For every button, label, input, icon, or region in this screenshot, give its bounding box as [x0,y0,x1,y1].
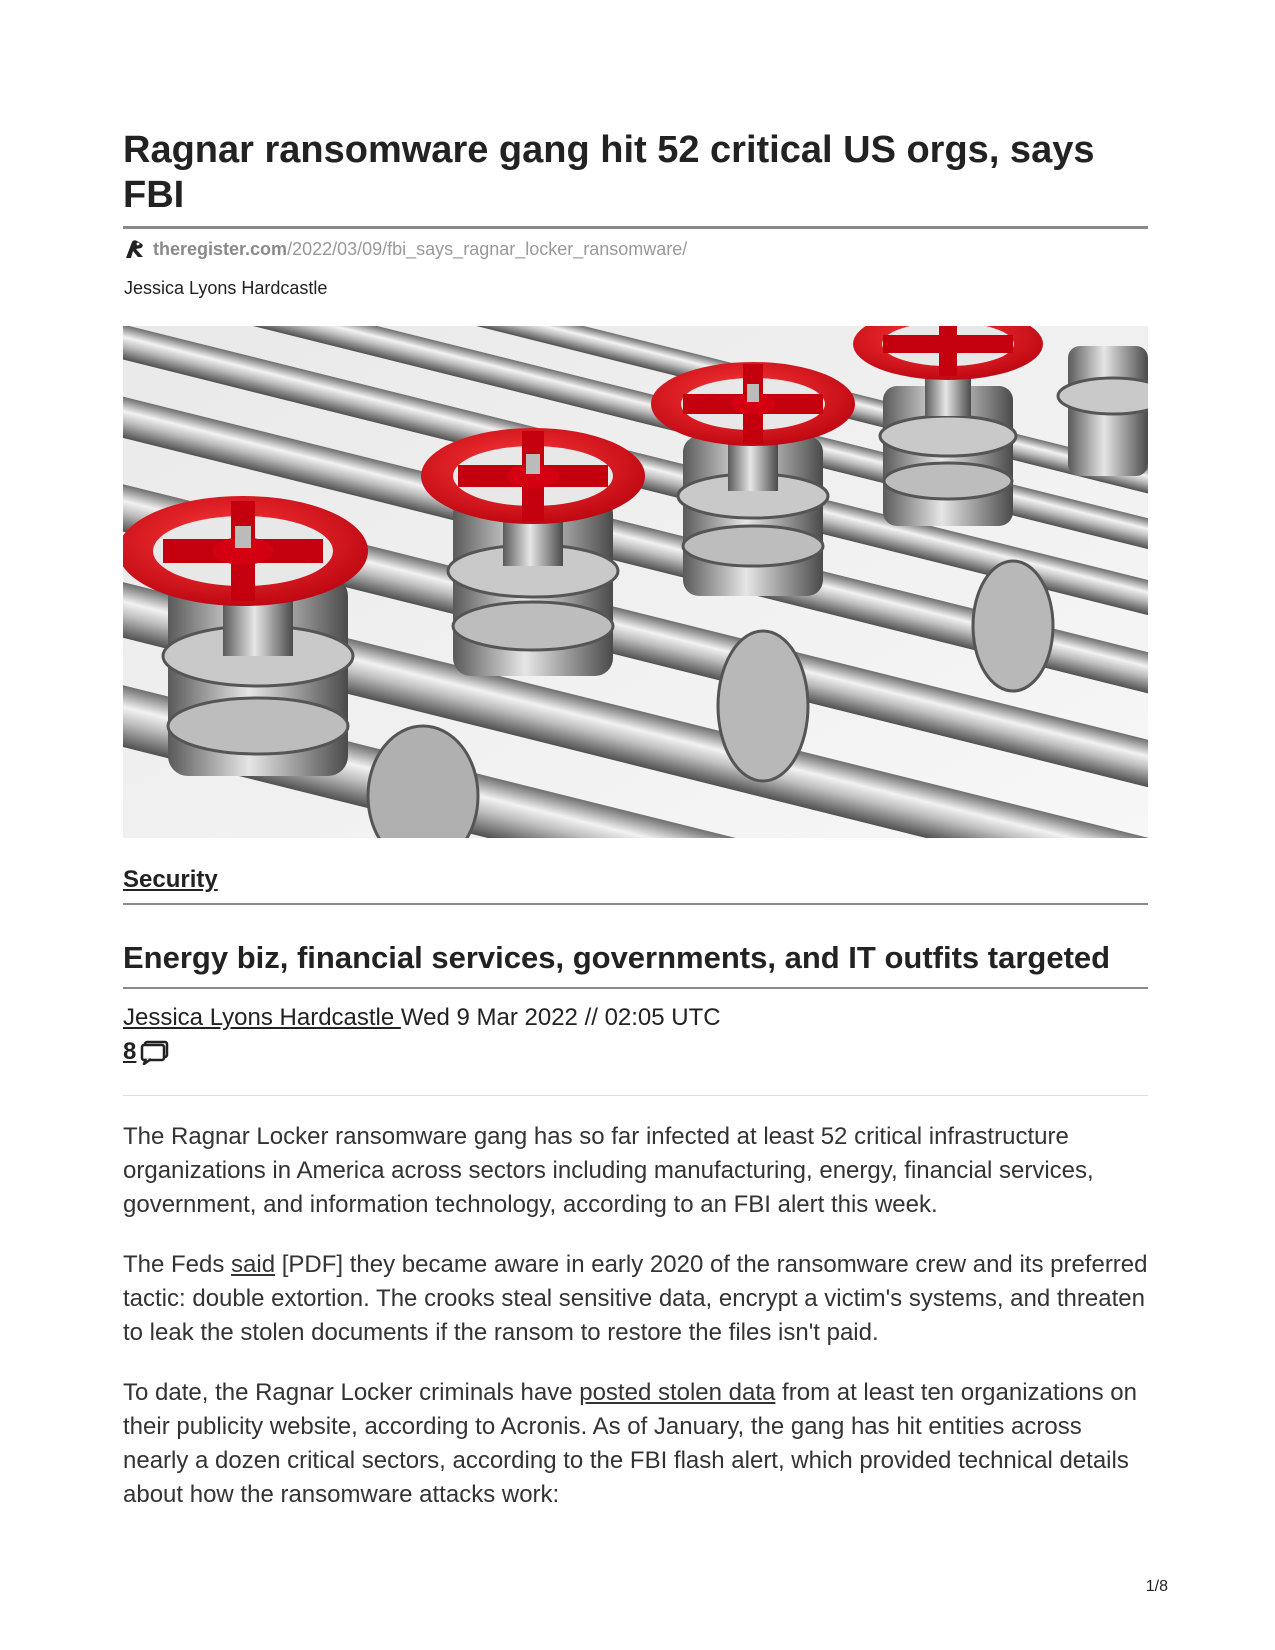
meta-divider [123,1095,1148,1096]
paragraph-2-text-before: The Feds [123,1251,232,1278]
source-domain: theregister.com [153,238,288,259]
comment-count: 8 [123,1038,137,1065]
paragraph-3-text-after: from at least ten organizations on their publicity website, according to Acronis. As of January, the gang has hit entities across nearly a dozen critical sectors, according to the FBI flash alert, which provided technical details about how the ransomware attacks work: [123,1379,1137,1508]
byline-date: Wed 9 Mar 2022 // 02:05 UTC [400,1004,721,1031]
said-link[interactable]: said [231,1251,276,1278]
posted-stolen-data-link[interactable]: posted stolen data [579,1379,776,1406]
paragraph-3 [123,1376,1148,1512]
register-logo-icon [123,238,147,260]
category-link-security[interactable]: Security [123,866,218,893]
paragraph-1: The Ragnar Locker ransomware gang has so far infected at least 52 critical infrastructure organizations in America across sectors including manufacturing, energy, financial services, government, and information technology, according to an FBI alert this week. [123,1123,1094,1218]
byline [123,1004,721,1032]
subtitle-divider [123,987,1148,989]
source-path: /2022/03/09/fbi_says_ragnar_locker_ransomware/ [287,238,688,259]
hero-image-valves [123,326,1148,838]
source-link[interactable] [123,238,687,260]
page-number: 1/8 [1145,1578,1168,1595]
byline-author-link[interactable]: Jessica Lyons Hardcastle [123,1004,401,1031]
paragraph-2-text-after: [PDF] they became aware in early 2020 of the ransomware crew and its preferred tactic: double extortion. The crooks steal sensitive data, encrypt a victim's systems, and threaten to leak the stolen documents if the ransom to restore the files isn't paid. [123,1251,1148,1346]
author-name: Jessica Lyons Hardcastle [124,278,328,298]
comment-bubble-icon [140,1039,170,1065]
paragraph-3-text-before: To date, the Ragnar Locker criminals have [123,1379,580,1406]
article-subtitle: Energy biz, financial services, governments, and IT outfits targeted [123,940,1111,975]
category-divider [123,903,1148,905]
paragraph-2 [123,1248,1148,1350]
comments-link[interactable] [123,1038,170,1066]
title-divider [123,226,1148,229]
article-title: Ragnar ransomware gang hit 52 critical US orgs, says FBI [123,129,1095,216]
